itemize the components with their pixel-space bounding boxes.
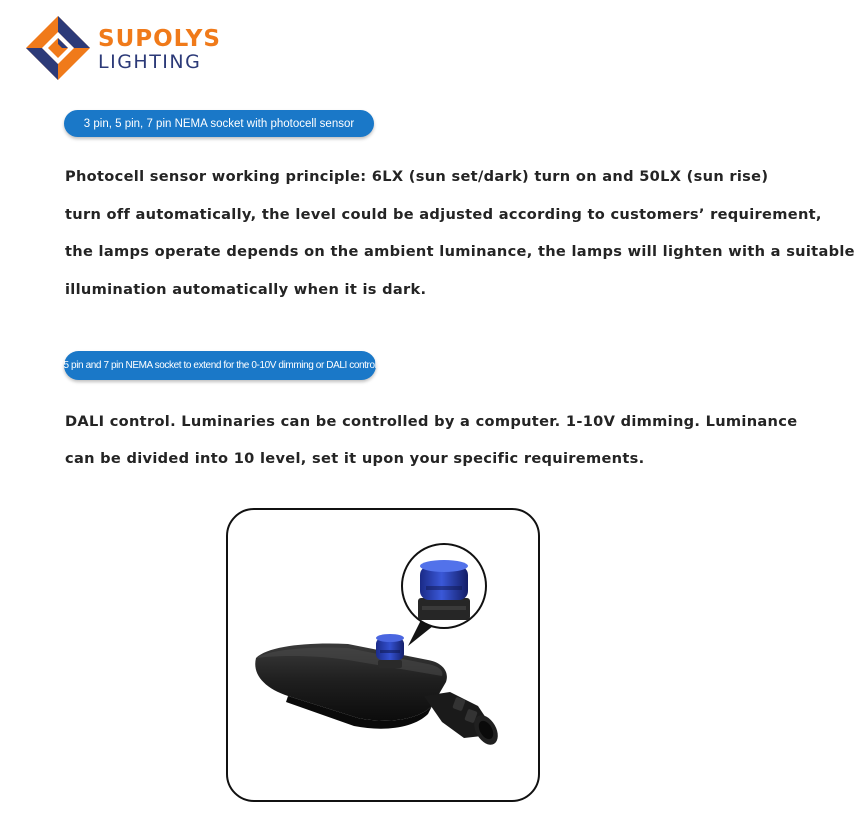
product-photo-frame [226, 508, 540, 802]
logo-mark-icon [24, 14, 92, 82]
paragraph-line: can be divided into 10 level, set it upon your specific requirements. [65, 450, 645, 467]
section-heading-pill: 5 pin and 7 pin NEMA socket to extend for the 0-10V dimming or DALI control [64, 351, 376, 380]
brand-name: SUPOLYS [98, 26, 221, 52]
paragraph-line: illumination automatically when it is dark. [65, 280, 427, 298]
paragraph-line: DALI control. Luminaries can be controlled by a computer. 1-10V dimming. Luminance [65, 413, 798, 430]
brand-logo [24, 14, 224, 86]
paragraph-line: the lamps operate depends on the ambient luminance, the lamps will lighten with a suitable [65, 243, 855, 260]
photocell-paragraph [65, 158, 855, 308]
dimming-paragraph [65, 403, 798, 477]
paragraph-line: Photocell sensor working principle: 6LX (sun set/dark) turn on and 50LX (sun rise) [65, 168, 769, 185]
brand-subtitle: LIGHTING [98, 51, 202, 73]
section-heading-pill: 3 pin, 5 pin, 7 pin NEMA socket with photocell sensor [64, 110, 374, 137]
street-light-image [228, 510, 538, 800]
paragraph-line: turn off automatically, the level could be adjusted according to customers’ requirement, [65, 205, 822, 223]
